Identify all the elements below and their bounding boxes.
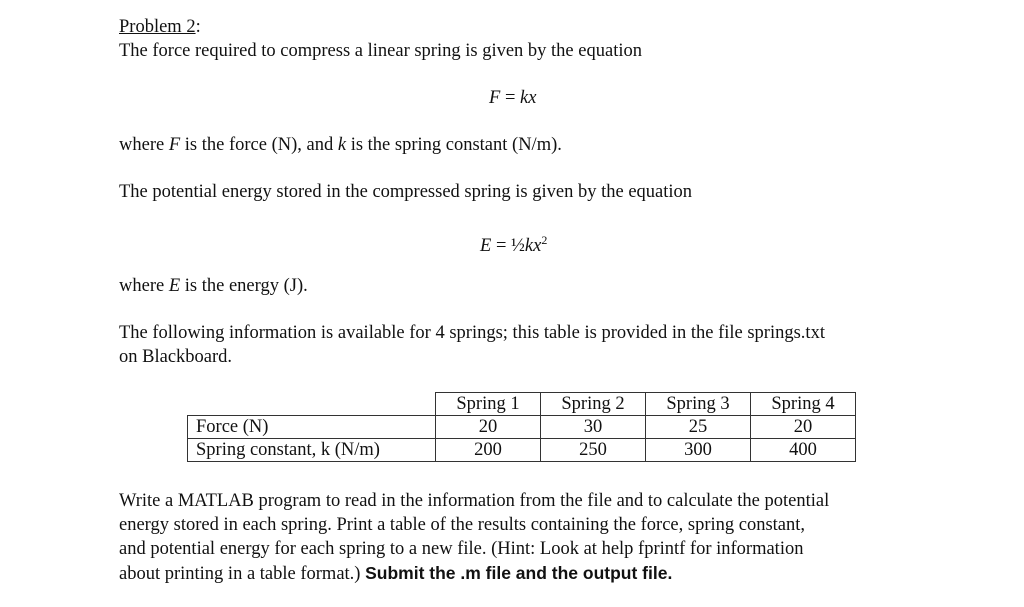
problem-heading bbox=[119, 15, 201, 39]
header-spring-3: Spring 3 bbox=[646, 393, 751, 416]
eq1-x: x bbox=[528, 88, 537, 108]
where2-post: is the energy (J). bbox=[180, 276, 308, 296]
table-corner bbox=[188, 393, 436, 416]
where1-mid: is the force (N), and bbox=[180, 135, 338, 155]
eq1-op: = bbox=[500, 88, 520, 108]
energy-equation bbox=[480, 228, 547, 258]
eq2-x: x bbox=[533, 236, 542, 257]
info-line-2: on Blackboard. bbox=[119, 347, 233, 367]
row-label-force: Force (N) bbox=[188, 416, 436, 439]
cell-force-3: 25 bbox=[646, 416, 751, 439]
where1-var-k: k bbox=[337, 135, 347, 155]
task-line-1: Write a MATLAB program to read in the information from the file and to calculate the potential bbox=[119, 491, 830, 511]
cell-k-3: 300 bbox=[646, 439, 751, 462]
row-label-spring-constant: Spring constant, k (N/m) bbox=[188, 439, 436, 462]
force-equation bbox=[489, 86, 536, 110]
where1-post: is the spring constant (N/m). bbox=[346, 135, 562, 155]
where1-pre: where bbox=[119, 135, 169, 155]
springs-table bbox=[187, 392, 856, 462]
eq2-exp: 2 bbox=[541, 233, 548, 247]
eq2-lhs: E bbox=[480, 236, 492, 257]
header-spring-1: Spring 1 bbox=[436, 393, 541, 416]
eq1-k: k bbox=[520, 88, 529, 108]
problem-title: Problem 2 bbox=[119, 17, 196, 37]
intro-text: The force required to compress a linear spring is given by the equation bbox=[119, 41, 642, 61]
where2-pre: where bbox=[119, 276, 169, 296]
where1-var-f: F bbox=[168, 135, 181, 155]
problem-title-colon: : bbox=[195, 17, 201, 37]
header-spring-4: Spring 4 bbox=[751, 393, 856, 416]
task-line-4-text: about printing in a table format.) bbox=[119, 564, 366, 584]
force-definition bbox=[119, 133, 562, 157]
table-row bbox=[188, 416, 856, 439]
table-header-row bbox=[188, 393, 856, 416]
eq2-k: k bbox=[524, 236, 534, 257]
cell-force-1: 20 bbox=[436, 416, 541, 439]
where2-var-e: E bbox=[168, 276, 181, 296]
cell-force-2: 30 bbox=[541, 416, 646, 439]
eq2-op: = ½ bbox=[491, 236, 525, 257]
table-row bbox=[188, 439, 856, 462]
task-line-4 bbox=[119, 561, 672, 586]
task-line-2: energy stored in each spring. Print a table of the results containing the force, spring constant, bbox=[119, 515, 806, 535]
info-line-1: The following information is available for 4 springs; this table is provided in the file springs.txt bbox=[119, 323, 825, 343]
energy-intro: The potential energy stored in the compressed spring is given by the equation bbox=[119, 182, 693, 202]
header-spring-2: Spring 2 bbox=[541, 393, 646, 416]
cell-k-1: 200 bbox=[436, 439, 541, 462]
cell-force-4: 20 bbox=[751, 416, 856, 439]
task-line-3: and potential energy for each spring to a new file. (Hint: Look at help fprintf for information bbox=[119, 539, 804, 559]
submit-instruction: Submit the .m file and the output file. bbox=[365, 563, 673, 583]
eq1-lhs: F bbox=[489, 88, 501, 108]
energy-definition bbox=[119, 274, 308, 298]
cell-k-2: 250 bbox=[541, 439, 646, 462]
cell-k-4: 400 bbox=[751, 439, 856, 462]
